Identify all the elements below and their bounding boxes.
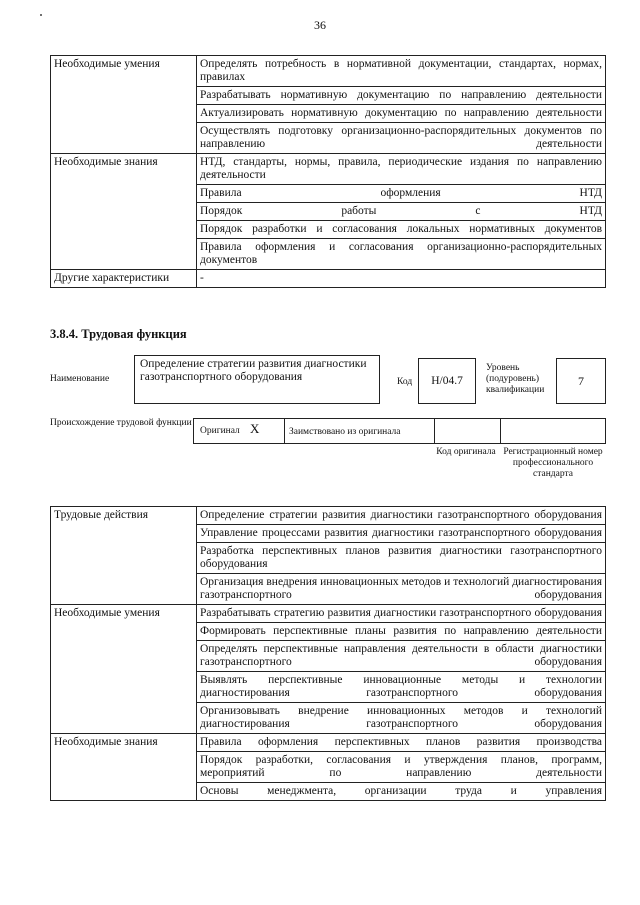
row-group-label: Необходимые умения — [51, 56, 197, 154]
row-item: НТД, стандарты, нормы, правила, периодические издания по направлению деятельности — [197, 154, 606, 185]
original-check-mark: X — [250, 421, 260, 436]
row-item: Управление процессами развития диагностики газотранспортного оборудования — [197, 525, 606, 543]
row-item: Порядок работы с НТД — [197, 203, 606, 221]
row-group-label: Необходимые умения — [51, 605, 197, 734]
row-group-label: Необходимые знания — [51, 154, 197, 270]
row-item: Определять перспективные направления деятельности в области диагностики газотранспортного оборудования — [197, 641, 606, 672]
code-box — [418, 358, 476, 404]
row-group-label: Другие характеристики — [51, 270, 197, 288]
row-item: Осуществлять подготовку организационно-распорядительных документов по направлению деятельности — [197, 123, 606, 154]
row-item: Порядок разработки и согласования локальных нормативных документов — [197, 221, 606, 239]
original-cell — [194, 419, 285, 443]
row-item: Определение стратегии развития диагностики газотранспортного оборудования — [197, 507, 606, 525]
table-row — [51, 507, 606, 525]
labor-function-table — [50, 506, 606, 801]
original-code-cell — [434, 419, 501, 443]
borrowed-cell — [284, 419, 435, 443]
page-number: 36 — [314, 18, 326, 32]
table-row — [51, 154, 606, 185]
qualification-level-box — [556, 358, 606, 404]
section-heading: 3.8.4. Трудовая функция — [50, 327, 187, 341]
code-value: Н/04.7 — [431, 375, 463, 387]
row-item: - — [197, 270, 606, 288]
row-item: Правила оформления НТД — [197, 185, 606, 203]
row-item: Выявлять перспективные инновационные методы и технологии диагностирования газотранспортного оборудования — [197, 672, 606, 703]
row-item: Правила оформления перспективных планов развития производства — [197, 734, 606, 752]
table-row — [51, 734, 606, 752]
table-row — [51, 270, 606, 288]
row-item: Правила оформления и согласования организационно-распорядительных документов — [197, 239, 606, 270]
origin-label: Происхождение трудовой функции — [50, 418, 192, 428]
borrowed-label: Заимствовано из оригинала — [289, 427, 401, 437]
code-label: Код — [397, 377, 413, 387]
row-item: Основы менеджмента, организации труда и управления — [197, 783, 606, 801]
original-label: Оригинал — [200, 426, 240, 436]
row-item: Определять потребность в нормативной документации, стандартах, нормах, правилах — [197, 56, 606, 87]
scan-speck — [40, 14, 42, 16]
row-group-label: Необходимые знания — [51, 734, 197, 801]
row-item: Организация внедрения инновационных методов и технологий диагностирования газотранспортного оборудования — [197, 574, 606, 605]
row-item: Формировать перспективные планы развития по направлению деятельности — [197, 623, 606, 641]
row-item: Порядок разработки, согласования и утверждения планов, программ, мероприятий по направлению деятельности — [197, 752, 606, 783]
row-item: Разработка перспективных планов развития диагностики газотранспортного оборудования — [197, 543, 606, 574]
code-caption: Код оригинала — [436, 447, 496, 457]
table-row — [51, 56, 606, 87]
function-name-box — [134, 355, 380, 404]
registration-number-caption: Регистрационный номер профессионального стандарта — [503, 447, 603, 479]
name-label: Наименование — [50, 374, 110, 384]
qualification-level-label: Уровень (подуровень) квалификации — [486, 363, 545, 395]
row-item: Разрабатывать нормативную документацию по направлению деятельности — [197, 87, 606, 105]
row-item: Актуализировать нормативную документацию по направлению деятельности — [197, 105, 606, 123]
row-group-label: Трудовые действия — [51, 507, 197, 605]
qualification-level-value: 7 — [578, 374, 584, 388]
row-item: Организовывать внедрение инновационных методов и технологий диагностирования газотранспортного оборудования — [197, 703, 606, 734]
skills-knowledge-table — [50, 55, 606, 288]
origin-row — [193, 418, 606, 444]
table-row — [51, 605, 606, 623]
row-item: Разрабатывать стратегию развития диагностики газотранспортного оборудования — [197, 605, 606, 623]
function-name-value: Определение стратегии развития диагностики газотранспортного оборудования — [140, 358, 367, 383]
